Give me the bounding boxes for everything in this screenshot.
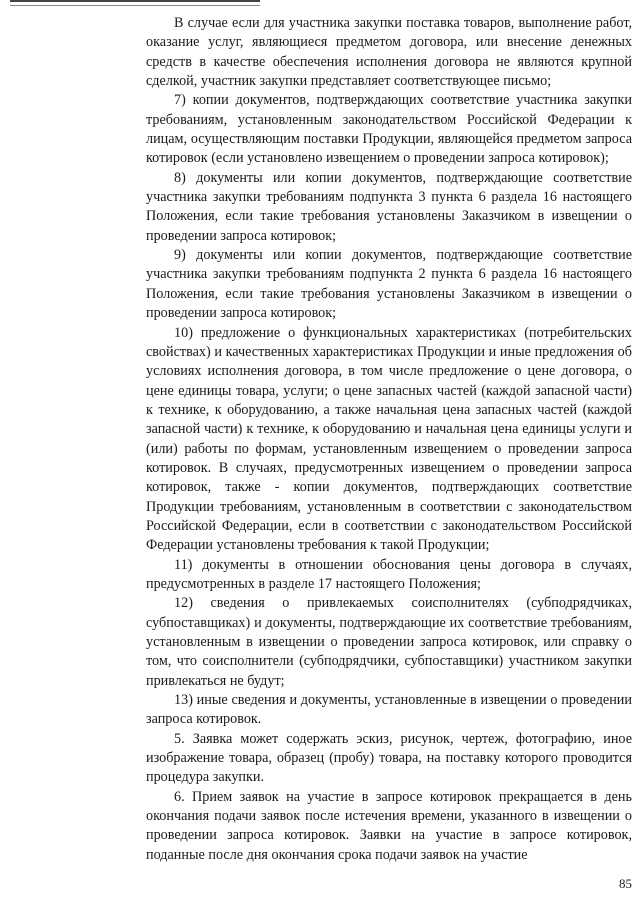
paragraph-item-7: 7) копии документов, подтверждающих соответствие участника закупки требованиям, установленным законодательством Российской Федерации к лицам, осуществляющим поставки Продукции, являющейся предметом запроса котировок (если установлено извещением о проведении запроса котировок); bbox=[146, 92, 632, 167]
document-page bbox=[146, 14, 632, 865]
paragraph-item-9: 9) документы или копии документов, подтверждающие соответствие участника закупки требованиям подпункта 2 пункта 6 раздела 16 настоящего Положения, если такие требования установлены Заказчиком в извещении о проведении запроса котировок; bbox=[146, 247, 632, 322]
paragraph-intro: В случае если для участника закупки поставка товаров, выполнение работ, оказание услуг, являющиеся предметом договора, или внесение денежных средств в качестве обеспечения исполнения договора не являются крупной сделкой, участник закупки представляет соответствующее письмо; bbox=[146, 15, 632, 90]
paragraph-item-8: 8) документы или копии документов, подтверждающие соответствие участника закупки требованиям подпункта 3 пункта 6 раздела 16 настоящего Положения, если такие требования установлены Заказчиком в извещении о проведении запроса котировок; bbox=[146, 169, 632, 244]
paragraph-item-11: 11) документы в отношении обоснования цены договора в случаях, предусмотренных в разделе 17 настоящего Положения; bbox=[146, 556, 632, 592]
paragraph-item-13: 13) иные сведения и документы, установленные в извещении о проведении запроса котировок. bbox=[146, 692, 632, 728]
paragraph-clause-5: 5. Заявка может содержать эскиз, рисунок, чертеж, фотографию, иное изображение товара, образец (пробу) товара, на поставку которого проводится процедура закупки. bbox=[146, 730, 632, 786]
paragraph-clause-6: 6. Прием заявок на участие в запросе котировок прекращается в день окончания подачи заявок после истечения времени, указанного в извещении о проведении запроса котировок. Заявки на участие в запросе котировок, поданные после дня окончания срока подачи заявок на участие bbox=[146, 788, 632, 863]
paragraph-item-10: 10) предложение о функциональных характеристиках (потребительских свойствах) и качественных характеристиках Продукции и иные предложения об условиях исполнения договора, в том числе предложение о цене договора, о цене единицы товара, услуги; о цене запасных частей (каждой запасной части) к технике, к оборудованию, а также начальная цена запасных частей (каждой запасной части) к технике, к оборудованию и начальная цена единицы услуги и (или) работы по формам, установленным извещением о проведении запроса котировок. В случаях, предусмотренных извещением о проведении запроса котировок, также - копии документов, подтверждающих соответствие Продукции требованиям, установленным в соответствии с законодательством Российской Федерации, если в соответствии с законодательством Российской Федерации установлены требования к такой Продукции; bbox=[146, 324, 632, 554]
top-rule bbox=[10, 0, 260, 6]
paragraph-item-12: 12) сведения о привлекаемых соисполнителях (субподрядчиках, субпоставщиках) и документы, подтверждающие их соответствие требованиям, установленным в извещении о проведении запроса котировок, или справку о том, что соисполнители (субподрядчики, субпоставщики) участником закупки привлекаться не будут; bbox=[146, 595, 632, 689]
page-number: 85 bbox=[619, 876, 632, 891]
